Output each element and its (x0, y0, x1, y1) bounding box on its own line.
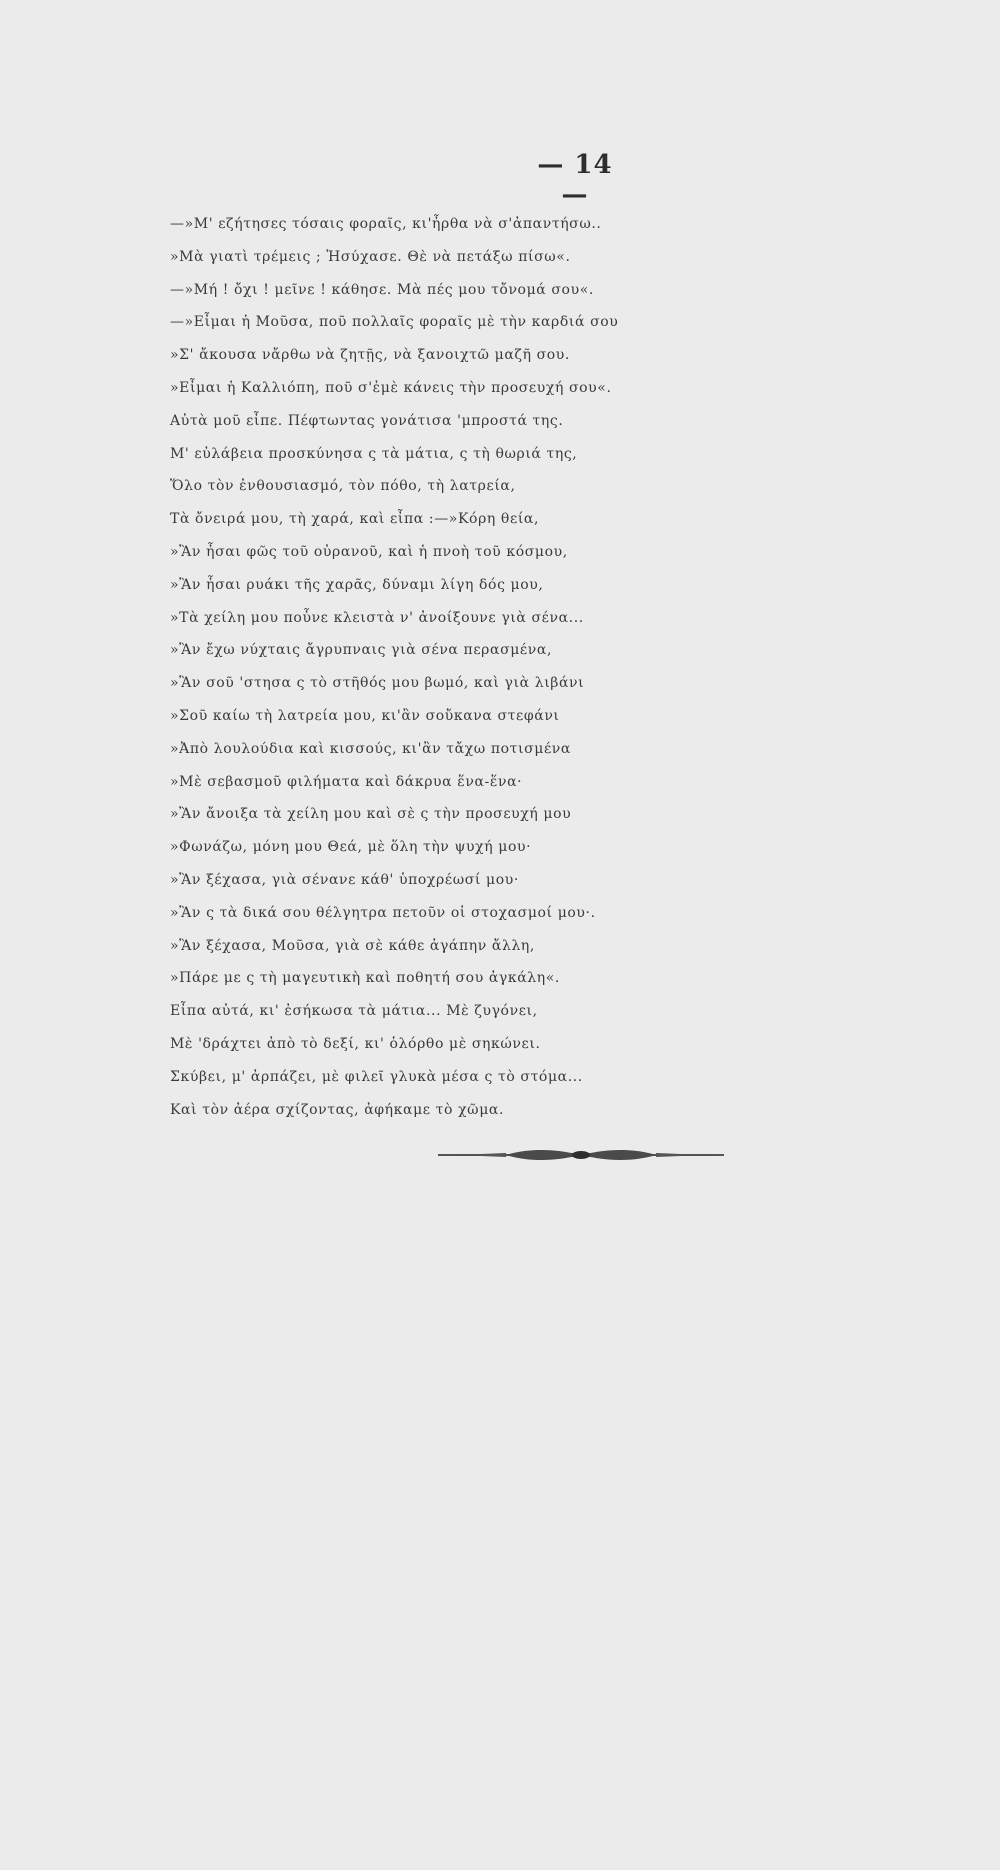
poem-line: »Ἀπὸ λουλούδια καὶ κισσούς, κι'ἂν τἄχω ποτισμένα (170, 740, 571, 757)
poem-line: —»Μή ! ὄχι ! μεῖνε ! κάθησε. Μὰ πές μου τὄνομά σου«. (170, 281, 594, 298)
poem-line: »Σ' ἄκουσα νἄρθω νὰ ζητῇς, νὰ ξανοιχτῶ μαζῆ σου. (170, 347, 570, 364)
poem-line: Εἶπα αὐτά, κι' ἐσήκωσα τὰ μάτια... Μὲ ζυγόνει, (170, 1003, 538, 1020)
poem-line: »Ἂν ξέχασα, γιὰ σένανε κάθ' ὑποχρέωσί μου· (170, 871, 519, 888)
poem-line: »Μὰ γιατὶ τρέμεις ; Ἡσύχασε. Θὲ νὰ πετάξω πίσω«. (170, 248, 571, 265)
poem-line: »Ἂν ξέχασα, Μοῦσα, γιὰ σὲ κάθε ἀγάπην ἄλλη, (170, 937, 535, 954)
ornamental-rule-icon (436, 1148, 726, 1162)
poem-line: »Ἂν ἔχω νύχταις ἄγρυπναις γιὰ σένα περασμένα, (170, 642, 552, 659)
page-number: — 14 — (537, 150, 613, 210)
poem-line: »Φωνάζω, μόνη μου Θεά, μὲ ὅλη τὴν ψυχή μου· (170, 839, 532, 856)
poem-line: »Εἶμαι ἡ Καλλιόπη, ποῦ σ'ἐμὲ κάνεις τὴν προσευχή σου«. (170, 379, 612, 396)
poem-line: »Σοῦ καίω τὴ λατρεία μου, κι'ἂν σοὔκανα στεφάνι (170, 707, 560, 724)
poem-line: »Μὲ σεβασμοῦ φιλήματα καὶ δάκρυα ἕνα-ἕνα· (170, 773, 523, 790)
poem-text (170, 208, 1000, 1126)
poem-line: —»Μ' εζήτησες τόσαις φοραῖς, κι'ἦρθα νὰ σ'ἀπαντήσω.. (170, 216, 602, 232)
poem-line: »Ἂν ἦσαι φῶς τοῦ οὐρανοῦ, καὶ ἡ πνοὴ τοῦ κόσμου, (170, 543, 568, 560)
poem-line: Ὅλο τὸν ἐνθουσιασμό, τὸν πόθο, τὴ λατρεία, (170, 478, 516, 495)
poem-line: Μ' εὐλάβεια προσκύνησα ς τὰ μάτια, ς τὴ θωριά της, (170, 445, 578, 462)
poem-line: Καὶ τὸν ἀέρα σχίζοντας, ἀφήκαμε τὸ χῶμα. (170, 1101, 505, 1118)
poem-line: —»Εἶμαι ἡ Μοῦσα, ποῦ πολλαῖς φοραῖς μὲ τὴν καρδιά σου (170, 314, 619, 331)
poem-line: »Ἂν ἦσαι ρυάκι τῆς χαρᾶς, δύναμι λίγη δός μου, (170, 576, 544, 593)
poem-line: Σκύβει, μ' ἀρπάζει, μὲ φιλεῖ γλυκὰ μέσα ς τὸ στόμα... (170, 1068, 583, 1085)
poem-line: »Τὰ χείλη μου ποὖνε κλειστὰ ν' ἀνοίξουνε γιὰ σένα... (170, 609, 584, 626)
poem-line: Μὲ 'δράχτει ἀπὸ τὸ δεξί, κι' ὁλόρθο μὲ σηκώνει. (170, 1035, 541, 1052)
poem-line: Τὰ ὄνειρά μου, τὴ χαρά, καὶ εἶπα :—»Κόρη θεία, (170, 511, 540, 528)
poem-line: Αὐτὰ μοῦ εἶπε. Πέφτωντας γονάτισα 'μπροστά της. (170, 412, 564, 429)
poem-line: »Πάρε με ς τὴ μαγευτικὴ καὶ ποθητή σου ἀγκάλη«. (170, 970, 560, 987)
poem-line: »Ἂν σοῦ 'στησα ς τὸ στῆθός μου βωμό, καὶ γιὰ λιβάνι (170, 675, 585, 692)
poem-line: »Ἂν ἄνοιξα τὰ χείλη μου καὶ σὲ ς τὴν προσευχή μου (170, 806, 572, 823)
poem-line: »Ἂν ς τὰ δικά σου θέλγητρα πετοῦν οἱ στοχασμοί μου·. (170, 904, 596, 921)
